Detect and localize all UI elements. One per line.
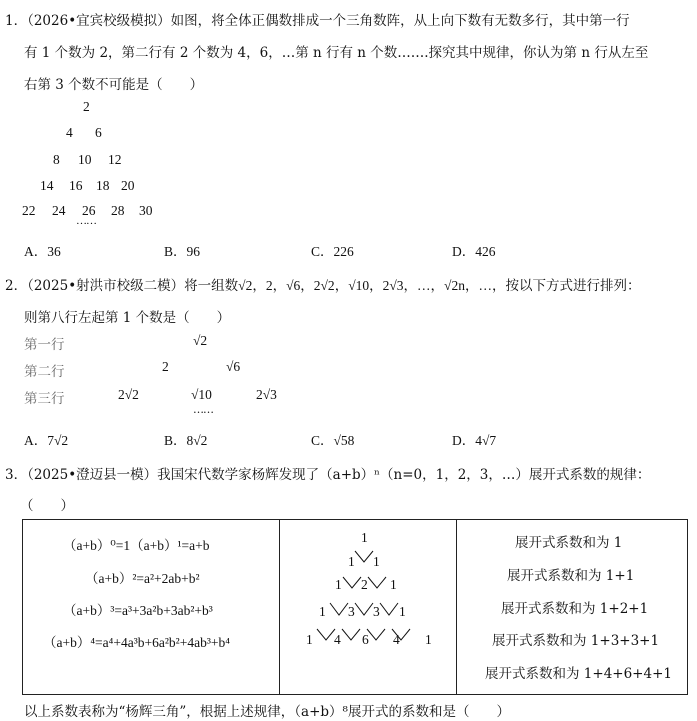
q1-option-a[interactable]: A．36 [24,244,61,259]
pascal-cell: 1 [425,632,432,647]
coefficient-sum-line: 展开式系数和为 1+1 [507,568,635,584]
triangle-cell: 24 [52,203,66,218]
triangle-cell: 18 [96,178,110,193]
triangle-cell: 16 [69,178,83,193]
coefficient-sum-column [457,520,688,695]
triangle-ellipsis: …… [76,215,96,227]
pascal-cell: 4 [393,632,400,647]
row-label-2: 第二行 [24,364,65,380]
pascal-column [280,520,457,695]
expansion-line: （a+b）²=a²+2ab+b² [85,571,200,586]
triangle-cell: 12 [108,152,122,167]
q3-source: （2025•澄迈县一模） [27,467,158,483]
q2-stem-a: 将一组数 [184,278,239,294]
yanghui-table [22,519,688,695]
expansion-line: （a+b）⁴=a⁴+4a³b+6a²b²+4ab³+b⁴ [43,635,230,650]
pascal-cell: 1 [373,554,380,569]
pascal-cell: 1 [348,554,355,569]
pascal-cell: 1 [390,577,397,592]
q1-stem-line1: 如图，将全体正偶数排成一个三角数阵，从上向下数有无数多行，其中第一行 [170,13,630,29]
triangle-cell: 4 [66,125,73,140]
q2-stem-b: ，按以下方式进行排列： [491,278,641,294]
coefficient-sum-line: 展开式系数和为 1+4+6+4+1 [485,666,672,682]
arrangement-cell: √6 [226,359,241,374]
q1-line-2: 有 1 个数为 2，第二行有 2 个数为 4，6，…第 n 行有 n 个数…….探究其中规律，你认为第 n 行从左至 [24,45,649,61]
q1-option-c[interactable]: C．226 [311,244,354,259]
coefficient-sum-line: 展开式系数和为 1+3+3+1 [492,633,660,649]
arrangement-cell: 2√2 [118,387,139,402]
triangle-cell: 30 [139,203,153,218]
triangle-cell: 6 [95,125,102,140]
arrangement-cell: 2√3 [256,387,277,402]
arrangement-cell: √2 [193,333,208,348]
q3-tail: 以上系数表称为“杨辉三角”，根据上述规律，（a+b）⁸展开式的系数和是（ ） [24,704,510,720]
triangle-cell: 22 [22,203,36,218]
sequence-term: 2√2 [313,278,335,293]
arrangement-cell: √10 [191,387,212,402]
q2-line-2: 则第八行左起第 1 个数是（ ） [24,310,231,326]
sequence-term: … [417,278,431,293]
q2-option-b[interactable]: B．8√2 [164,433,208,448]
pascal-cell: 3 [373,604,380,619]
triangle-cell: 14 [40,178,54,193]
triangle-cell: 28 [111,203,125,218]
sequence-term: √10 [348,278,370,293]
triangle-cell: 10 [78,152,92,167]
q1-number: 1． [5,13,28,29]
triangle-cell: 20 [121,178,135,193]
triangle-cell: 26 [82,203,96,218]
q1-option-b[interactable]: B．96 [164,244,201,259]
expansion-line: （a+b）³=a³+3a²b+3ab²+b³ [63,603,213,618]
q1-source: （2026•宜宾校级模拟） [27,13,171,29]
pascal-cell: 3 [348,604,355,619]
pascal-connector-lines [280,520,456,696]
q3-number: 3． [5,467,28,483]
q2-number: 2． [5,278,28,294]
pascal-cell: 1 [306,632,313,647]
triangle-cell: 2 [83,99,90,114]
triangle-cell: 8 [53,152,60,167]
sequence-term: √2 [238,278,253,293]
coefficient-sum-line: 展开式系数和为 1+2+1 [501,601,649,617]
arrangement-cell: 2 [162,359,169,374]
arrangement-ellipsis: …… [193,403,213,416]
sequence-term: √2n [444,278,465,293]
sequence-term: 2√3 [382,278,404,293]
sequence-term: 2 [265,278,273,293]
q3-stem: 我国宋代数学家杨辉发现了（a+b）ⁿ（n=0，1，2，3，…）展开式系数的规律： [157,467,651,483]
q1-line-3: 右第 3 个数不可能是（ ） [24,77,204,93]
coefficient-sum-line: 展开式系数和为 1 [515,535,623,551]
q2-option-d[interactable]: D．4√7 [452,433,497,448]
q3-line-1 [5,463,650,483]
q1-line-1 [5,9,630,29]
expansion-column [23,520,280,695]
pascal-cell: 2 [361,577,368,592]
q2-option-c[interactable]: C．√58 [311,433,355,448]
q2-source: （2025•射洪市校级二模） [27,278,185,294]
sequence-term: √6 [286,278,301,293]
q1-option-d[interactable]: D．426 [452,244,496,259]
q3-answer-paren: （ ） [20,498,74,514]
q2-option-a[interactable]: A．7√2 [24,433,69,448]
q2-line-1 [5,274,640,294]
pascal-cell: 6 [362,632,369,647]
row-label-1: 第一行 [24,337,65,353]
pascal-cell: 1 [399,604,406,619]
row-label-3: 第三行 [24,391,65,407]
expansion-line: （a+b）⁰=1（a+b）¹=a+b [63,538,210,553]
pascal-cell: 4 [334,632,341,647]
pascal-cell: 1 [335,577,342,592]
pascal-cell: 1 [319,604,326,619]
pascal-cell: 1 [361,530,368,545]
sequence-term: … [478,278,492,293]
q2-sequence: √2，2，√6，2√2，√10，2√3，…，√2n，… [238,278,492,293]
